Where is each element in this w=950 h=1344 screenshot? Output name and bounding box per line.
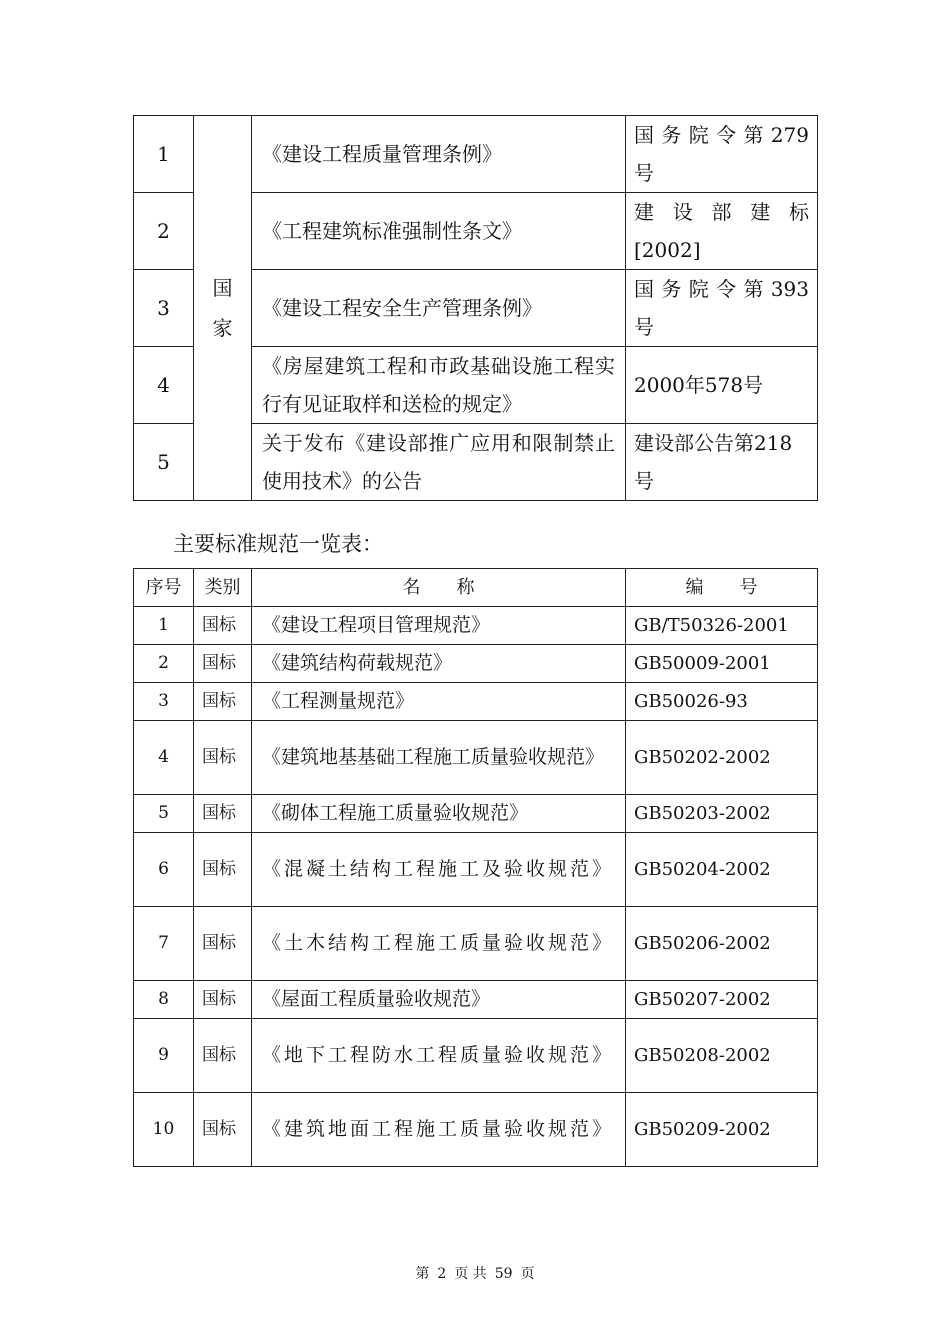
table-row bbox=[134, 833, 818, 907]
regulation-number: 国务院令第279 号 bbox=[626, 116, 818, 193]
row-index: 5 bbox=[134, 795, 194, 833]
row-category: 国标 bbox=[194, 1019, 252, 1093]
row-code: GB50209-2002 bbox=[626, 1093, 818, 1167]
row-index: 7 bbox=[134, 907, 194, 981]
row-category: 国标 bbox=[194, 683, 252, 721]
row-name: 《工程测量规范》 bbox=[252, 683, 626, 721]
footer-suffix: 页 bbox=[520, 1266, 535, 1282]
row-code: GB/T50326-2001 bbox=[626, 607, 818, 645]
row-index: 4 bbox=[134, 721, 194, 795]
standards-caption: 主要标准规范一览表： bbox=[173, 532, 383, 556]
category-cell bbox=[194, 116, 252, 501]
regulation-name: 《建设工程安全生产管理条例》 bbox=[252, 270, 626, 347]
row-name: 《建筑地基基础工程施工质量验收规范》 bbox=[252, 721, 626, 795]
row-name: 《建筑结构荷载规范》 bbox=[252, 645, 626, 683]
row-index: 6 bbox=[134, 833, 194, 907]
row-category: 国标 bbox=[194, 607, 252, 645]
standards-table bbox=[133, 568, 818, 1167]
row-index: 8 bbox=[134, 981, 194, 1019]
row-code: GB50203-2002 bbox=[626, 795, 818, 833]
table-row bbox=[134, 1093, 818, 1167]
regulation-name: 《房屋建筑工程和市政基础设施工程实行有见证取样和送检的规定》 bbox=[252, 347, 626, 424]
regulation-name: 关于发布《建设部推广应用和限制禁止使用技术》的公告 bbox=[252, 424, 626, 501]
row-category: 国标 bbox=[194, 795, 252, 833]
row-code: GB50202-2002 bbox=[626, 721, 818, 795]
row-index: 1 bbox=[134, 607, 194, 645]
row-name: 《砌体工程施工质量验收规范》 bbox=[252, 795, 626, 833]
row-index: 3 bbox=[134, 683, 194, 721]
footer-mid: 页 共 bbox=[454, 1266, 487, 1282]
table-row bbox=[134, 795, 818, 833]
table-row bbox=[134, 1019, 818, 1093]
row-name: 《建设工程项目管理规范》 bbox=[252, 607, 626, 645]
header-name: 名 称 bbox=[252, 569, 626, 607]
table-header-row bbox=[134, 569, 818, 607]
table-row bbox=[134, 683, 818, 721]
regulation-number: 建设部公告第218 号 bbox=[626, 424, 818, 501]
row-name: 《建筑地面工程施工质量验收规范》 bbox=[252, 1093, 626, 1167]
row-code: GB50026-93 bbox=[626, 683, 818, 721]
row-index: 2 bbox=[134, 193, 194, 270]
category-label: 国家 bbox=[212, 276, 233, 340]
row-index: 1 bbox=[134, 116, 194, 193]
regulation-number: 2000年578号 bbox=[626, 347, 818, 424]
table-row bbox=[134, 721, 818, 795]
table-row bbox=[134, 645, 818, 683]
row-index: 5 bbox=[134, 424, 194, 501]
row-index: 2 bbox=[134, 645, 194, 683]
header-category: 类别 bbox=[194, 569, 252, 607]
table-row bbox=[134, 981, 818, 1019]
row-category: 国标 bbox=[194, 833, 252, 907]
row-code: GB50204-2002 bbox=[626, 833, 818, 907]
row-category: 国标 bbox=[194, 1093, 252, 1167]
current-page: 2 bbox=[437, 1266, 447, 1282]
row-index: 10 bbox=[134, 1093, 194, 1167]
regulation-name: 《工程建筑标准强制性条文》 bbox=[252, 193, 626, 270]
row-code: GB50208-2002 bbox=[626, 1019, 818, 1093]
row-code: GB50009-2001 bbox=[626, 645, 818, 683]
row-code: GB50206-2002 bbox=[626, 907, 818, 981]
row-category: 国标 bbox=[194, 645, 252, 683]
table-row bbox=[134, 607, 818, 645]
row-name: 《屋面工程质量验收规范》 bbox=[252, 981, 626, 1019]
row-code: GB50207-2002 bbox=[626, 981, 818, 1019]
header-code: 编 号 bbox=[626, 569, 818, 607]
total-pages: 59 bbox=[494, 1266, 513, 1282]
row-index: 4 bbox=[134, 347, 194, 424]
regulations-table bbox=[133, 115, 818, 501]
page-footer bbox=[0, 1263, 950, 1283]
regulation-number: 建设部建标 [2002] bbox=[626, 193, 818, 270]
row-name: 《混凝土结构工程施工及验收规范》 bbox=[252, 833, 626, 907]
row-category: 国标 bbox=[194, 907, 252, 981]
row-name: 《地下工程防水工程质量验收规范》 bbox=[252, 1019, 626, 1093]
row-index: 9 bbox=[134, 1019, 194, 1093]
row-category: 国标 bbox=[194, 981, 252, 1019]
table-row bbox=[134, 116, 818, 193]
row-index: 3 bbox=[134, 270, 194, 347]
regulation-name: 《建设工程质量管理条例》 bbox=[252, 116, 626, 193]
footer-prefix: 第 bbox=[415, 1266, 430, 1282]
row-name: 《土木结构工程施工质量验收规范》 bbox=[252, 907, 626, 981]
regulation-number: 国务院令第393 号 bbox=[626, 270, 818, 347]
header-index: 序号 bbox=[134, 569, 194, 607]
row-category: 国标 bbox=[194, 721, 252, 795]
table-row bbox=[134, 907, 818, 981]
